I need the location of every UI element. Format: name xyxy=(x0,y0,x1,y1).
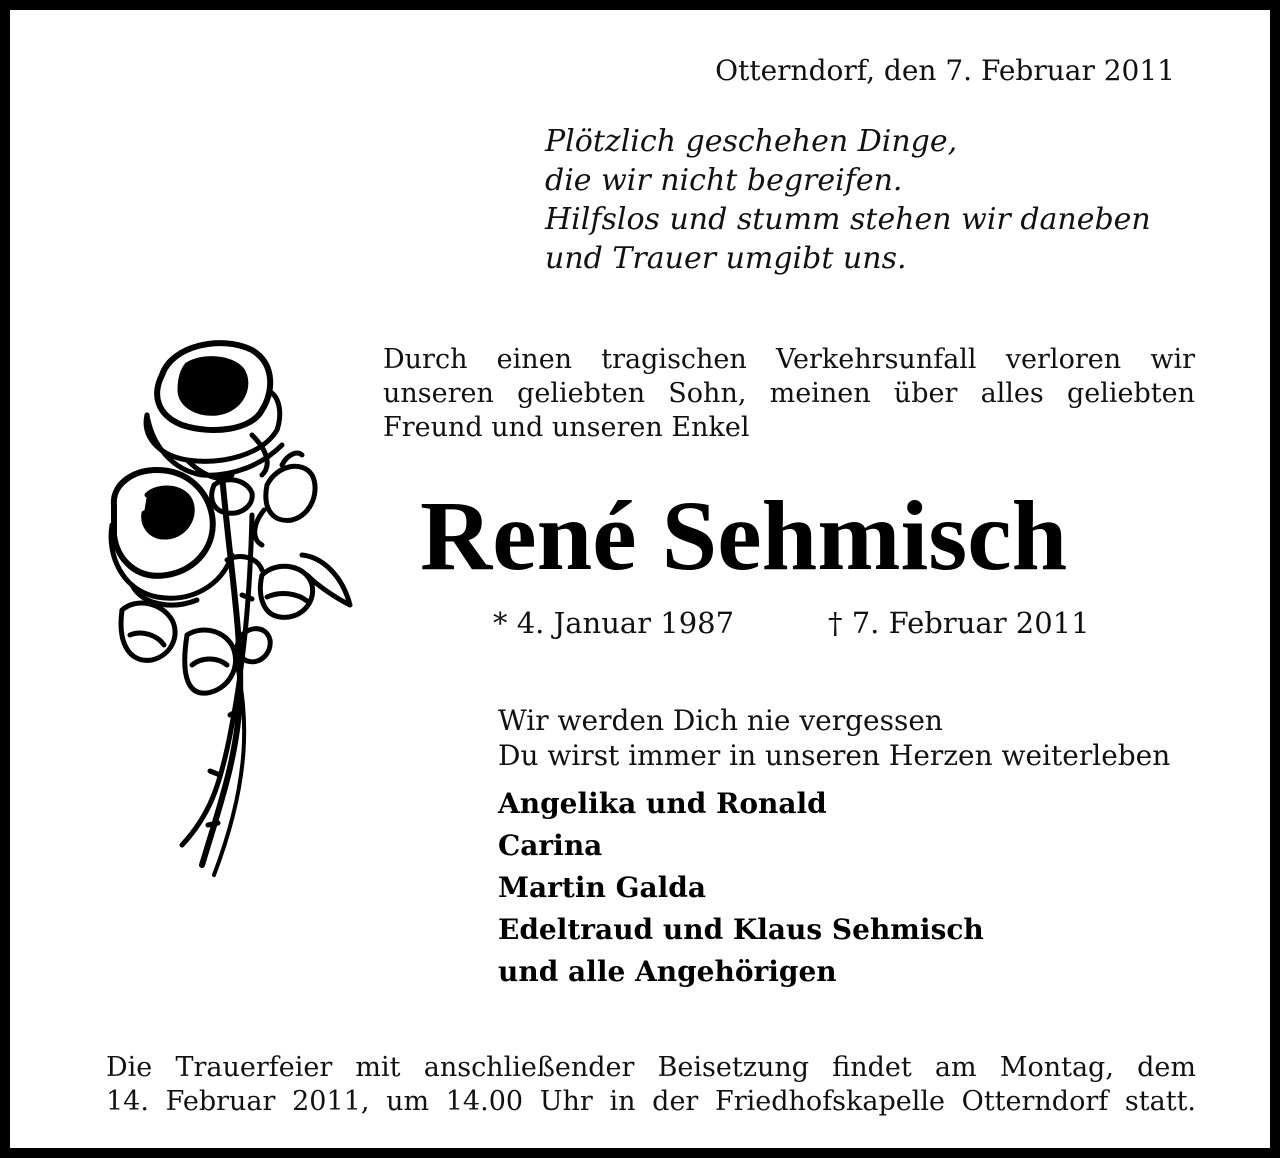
intro-line: Durch einen tragischen Verkehrsunfall verloren wir xyxy=(383,344,1195,375)
ceremony-line: 14. Februar 2011, um 14.00 Uhr in der Friedhofskapelle Otterndorf statt. xyxy=(106,1086,1196,1117)
mourner-name: Angelika und Ronald xyxy=(498,787,827,820)
farewell-text xyxy=(498,703,1170,773)
rose-icon xyxy=(102,335,357,880)
intro-line: unseren geliebten Sohn, meinen über alles geliebten xyxy=(383,378,1195,409)
farewell-line: Wir werden Dich nie vergessen xyxy=(498,704,943,737)
poem-line: die wir nicht begreifen. xyxy=(545,163,903,198)
death-date: † 7. Februar 2011 xyxy=(828,606,1090,640)
ceremony-info xyxy=(106,1051,1196,1119)
mourners-list xyxy=(498,783,984,993)
ceremony-line: Die Trauerfeier mit anschließender Beisetzung findet am Montag, dem xyxy=(106,1052,1196,1083)
mourner-name: Edeltraud und Klaus Sehmisch xyxy=(498,913,984,946)
poem-line: Hilfslos und stumm stehen wir daneben xyxy=(545,202,1151,237)
intro-text xyxy=(383,343,1195,445)
deceased-name: René Sehmisch xyxy=(420,480,1068,591)
farewell-line: Du wirst immer in unseren Herzen weiterleben xyxy=(498,739,1171,772)
intro-line: Freund und unseren Enkel xyxy=(383,412,750,443)
mourner-name: Martin Galda xyxy=(498,871,706,904)
poem xyxy=(545,122,1151,278)
mourner-name: und alle Angehörigen xyxy=(498,955,837,988)
birth-date: * 4. Januar 1987 xyxy=(493,606,735,640)
poem-line: Plötzlich geschehen Dinge, xyxy=(545,124,958,159)
poem-line: und Trauer umgibt uns. xyxy=(545,241,907,276)
place-date: Otterndorf, den 7. Februar 2011 xyxy=(715,54,1175,87)
mourner-name: Carina xyxy=(498,829,603,862)
